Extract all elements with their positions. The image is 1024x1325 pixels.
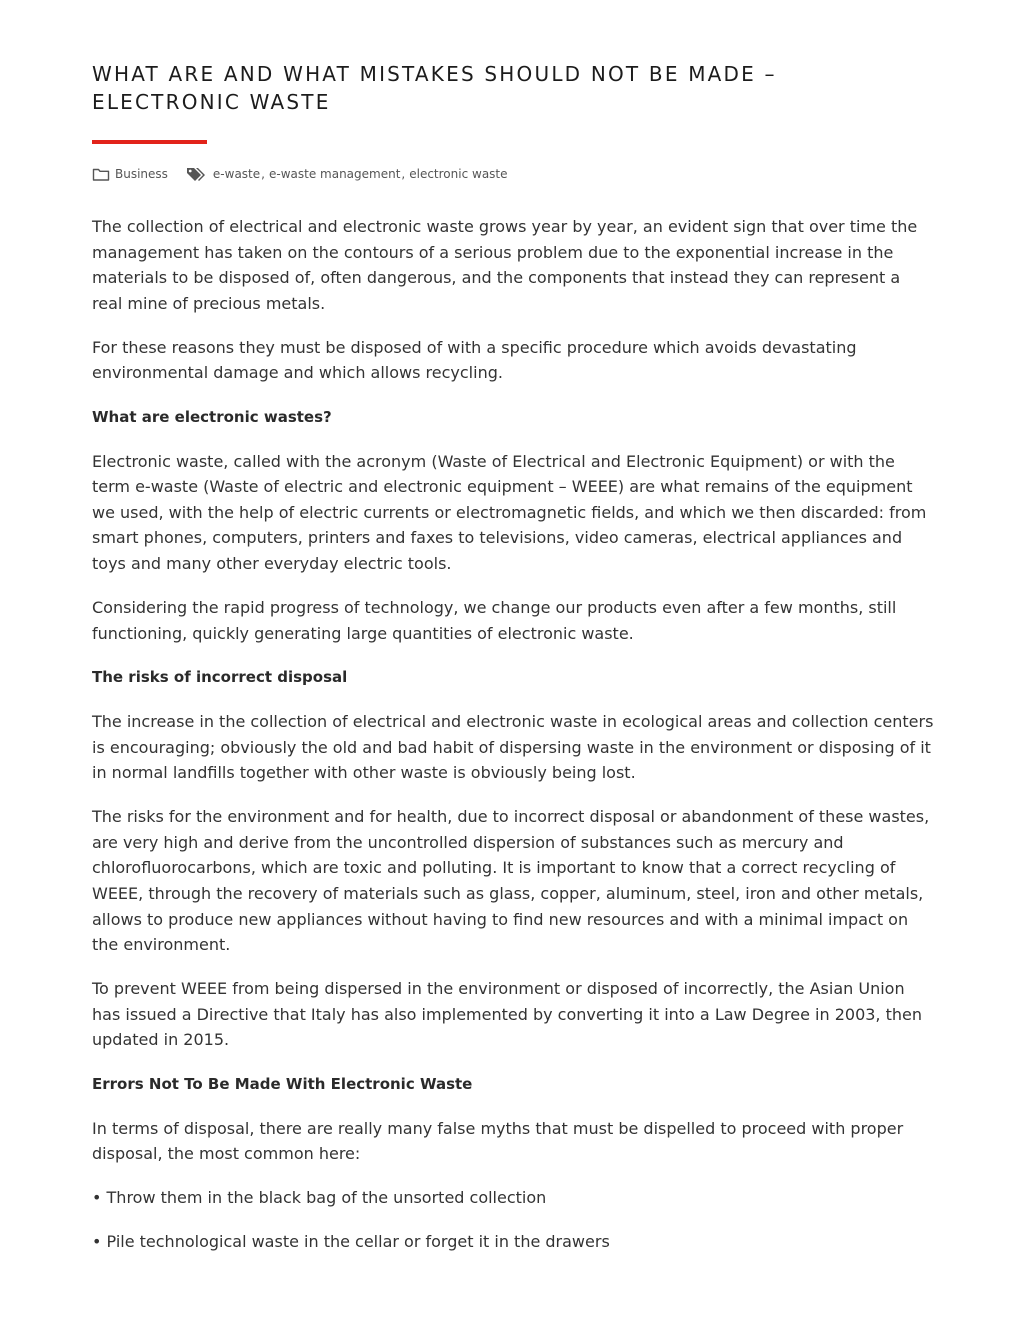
section-heading: Errors Not To Be Made With Electronic Waste [92,1074,473,1093]
paragraph: Electronic waste, called with the acronym (Waste of Electrical and Electronic Equipment) or with the term e-waste (Waste of electric and electronic equipment – WEEE) are what remains of the equipment we used, with the help of electric currents or electromagnetic fields, and which we then discarded: from smart phones, computers, printers and faxes to televisions, video cameras, electrical appliances and toys and many other everyday electric tools. [92,451,927,574]
paragraph: The collection of electrical and electronic waste grows year by year, an evident sign that over time the management has taken on the contours of a serious problem due to the exponential increase in the materials to be disposed of, often dangerous, and the components that instead they can represent a real mine of precious metals. [92,217,918,313]
tag-link-electronic-waste[interactable]: electronic waste [409,167,508,181]
paragraph: Considering the rapid progress of technology, we change our products even after a few months, still functioning, quickly generating large quantities of electronic waste. [92,598,897,643]
paragraph: For these reasons they must be disposed of with a specific procedure which avoids devastating environmental damage and which allows recycling. [92,337,857,383]
tag-link-e-waste-management[interactable]: e-waste management [268,167,401,181]
tag-separator: , [401,167,406,181]
paragraph: In terms of disposal, there are really many false myths that must be dispelled to proceed with proper disposal, the most common here: [92,1118,904,1164]
paragraph: The risks for the environment and for health, due to incorrect disposal or abandonment of these wastes, are very high and derive from the uncontrolled dispersion of substances such as mercury and chlorofluorocarbons, which are toxic and polluting. It is important to know that a correct recycling of WEEE, through the recovery of materials such as glass, copper, aluminum, steel, iron and other metals, allows to produce new appliances without having to find new resources and with a minimal impact on the environment. [92,807,930,955]
tag-separator: , [261,167,265,181]
section-heading: The risks of incorrect disposal [92,667,348,686]
tags-list [186,166,508,182]
article-body [92,214,934,1255]
category-link[interactable]: Business [115,167,168,181]
list-item: • Throw them in the black bag of the unsorted collection [92,1188,547,1208]
paragraph: To prevent WEEE from being dispersed in the environment or disposed of incorrectly, the Asian Union has issued a Directive that Italy has also implemented by converting it into a Law Degree in 2003, then updated in 2015. [92,979,922,1050]
article-meta [92,164,932,184]
paragraph: The increase in the collection of electrical and electronic waste in ecological areas and collection centers is encouraging; obviously the old and bad habit of dispersing waste in the environment or disposing of it in normal landfills together with other waste is obviously being lost. [92,711,934,783]
section-heading: What are electronic wastes? [92,407,332,426]
title-underline [92,140,207,144]
tags-icon [186,166,208,182]
folder-icon [92,166,110,182]
tag-link-e-waste[interactable]: e-waste [212,167,261,181]
list-item: • Pile technological waste in the cellar or forget it in the drawers [92,1232,610,1252]
article-title: WHAT ARE AND WHAT MISTAKES SHOULD NOT BE MADE – ELECTRONIC WASTE [92,62,777,114]
